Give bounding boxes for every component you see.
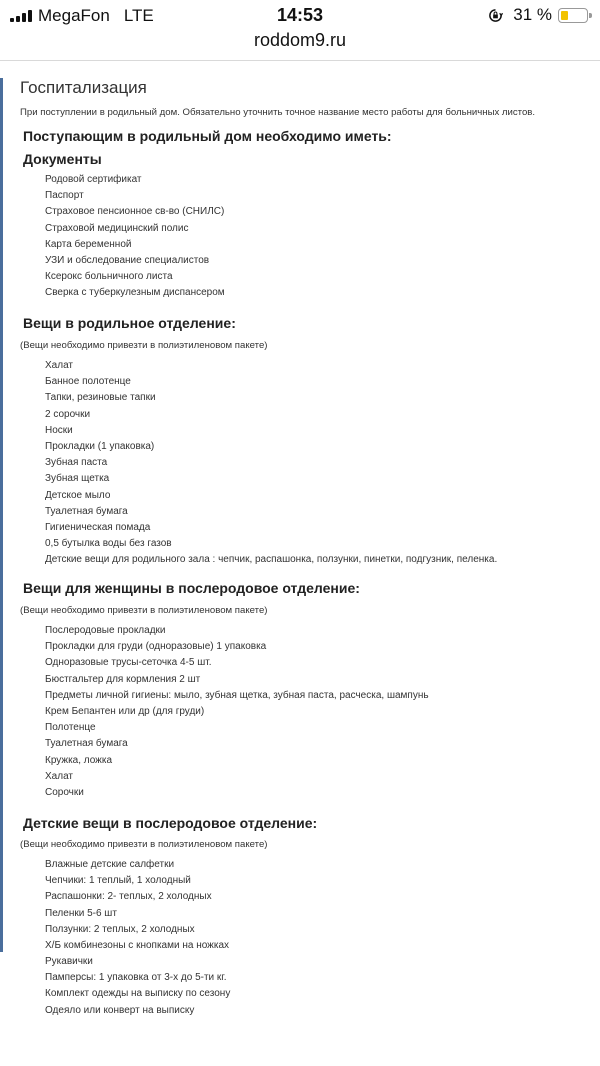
list-item: Пеленки 5-6 шт [45,907,117,919]
list-item: Тапки, резиновые тапки [45,392,156,404]
list-item: Прокладки для груди (одноразовые) 1 упаковка [45,641,267,653]
list-item: Одеяло или конверт на выписку [45,1004,195,1016]
list-item: Комплект одежды на выписку по сезону [45,988,231,1000]
intro-text: При поступлении в родильный дом. Обязательно уточнить точное название место работы для больничных листов. [20,107,536,118]
baby-postnatal-list-continued [45,954,230,1019]
network-type: LTE [123,6,154,25]
list-item: Сорочки [45,786,84,798]
list-item: Распашонки: 2- теплых, 2 холодных [45,891,212,903]
list-item: Карта беременной [45,238,132,250]
list-item: Халат [45,770,73,782]
battery-cap [589,13,592,18]
list-item: Сверка с туберкулезным диспансером [45,287,225,299]
list-item: Халат [45,360,73,371]
status-right [488,5,588,25]
list-item: Паспорт [45,190,84,202]
maternity-note: (Вещи необходимо привезти в полиэтиленовом пакете) [20,340,268,351]
list-item: Послеродовые прокладки [45,625,166,636]
list-item: Зубная щетка [45,473,110,485]
documents-heading: Документы [23,151,102,167]
list-item: 2 сорочки [45,408,91,420]
women-postnatal-heading: Вещи для женщины в послеродовое отделение: [23,580,360,596]
page-title: Госпитализация [20,78,147,97]
list-item: Крем Бепантен или др (для груди) [45,705,205,717]
divider [0,60,600,61]
women-postnatal-note: (Вещи необходимо привезти в полиэтиленовом пакете) [20,605,268,616]
baby-postnatal-note: (Вещи необходимо привезти в полиэтиленовом пакете) [20,839,268,850]
list-item: Рукавички [45,956,93,967]
list-item: Прокладки (1 упаковка) [45,440,155,452]
baby-postnatal-heading: Детские вещи в послеродовое отделение: [23,815,318,831]
main-heading: Поступающим в родильный дом необходимо иметь: [23,128,392,144]
list-item: Кружка, ложка [45,754,113,766]
baby-postnatal-list [45,857,229,954]
list-item: Детские вещи для родильного зала : чепчик, распашонка, ползунки, пинетки, подгузник, пеленка. [45,554,498,566]
list-item: 0,5 бутылка воды без газов [45,538,172,550]
list-item: Х/Б комбинезоны с кнопками на ножках [45,939,230,951]
list-item: Чепчики: 1 теплый, 1 холодный [45,875,191,887]
list-item: Банное полотенце [45,376,131,388]
list-item: Гигиеническая помада [45,521,151,533]
address-bar[interactable]: roddom9.ru [253,30,347,50]
list-item: Зубная паста [45,457,108,469]
list-item: Полотенце [45,722,96,734]
list-item: Ползунки: 2 теплых, 2 холодных [45,923,195,935]
maternity-heading: Вещи в родильное отделение: [23,315,236,331]
battery-level [561,11,568,20]
page-content [0,78,600,952]
list-item: Влажные детские салфетки [45,859,175,870]
list-item: Памперсы: 1 упаковка от 3-х до 5-ти кг. [45,972,227,984]
women-postnatal-list [45,623,429,801]
list-item: Предметы личной гигиены: мыло, зубная щетка, зубная паста, расческа, шампунь [45,689,429,701]
list-item: Туалетная бумага [45,505,128,517]
list-item: Бюстгальтер для кормления 2 шт [45,673,201,685]
list-item: УЗИ и обследование специалистов [45,254,210,266]
clock: 14:53 [276,5,324,25]
list-item: Детское мыло [45,489,111,501]
list-item: Ксерокс больничного листа [45,271,173,283]
battery-percent: 31 % [513,5,552,24]
carrier-name: MegaFon [38,6,110,25]
list-item: Одноразовые трусы-сеточка 4-5 шт. [45,657,212,669]
list-item: Туалетная бумага [45,738,128,750]
battery-icon [558,8,588,23]
maternity-list [45,358,497,568]
list-item: Страховое пенсионное св-во (СНИЛС) [45,206,225,218]
documents-list [45,172,225,302]
list-item: Носки [45,424,73,436]
list-item: Родовой сертификат [45,174,142,185]
list-item: Страховой медицинский полис [45,222,189,234]
orientation-lock-icon [488,8,503,23]
status-bar [0,0,600,30]
